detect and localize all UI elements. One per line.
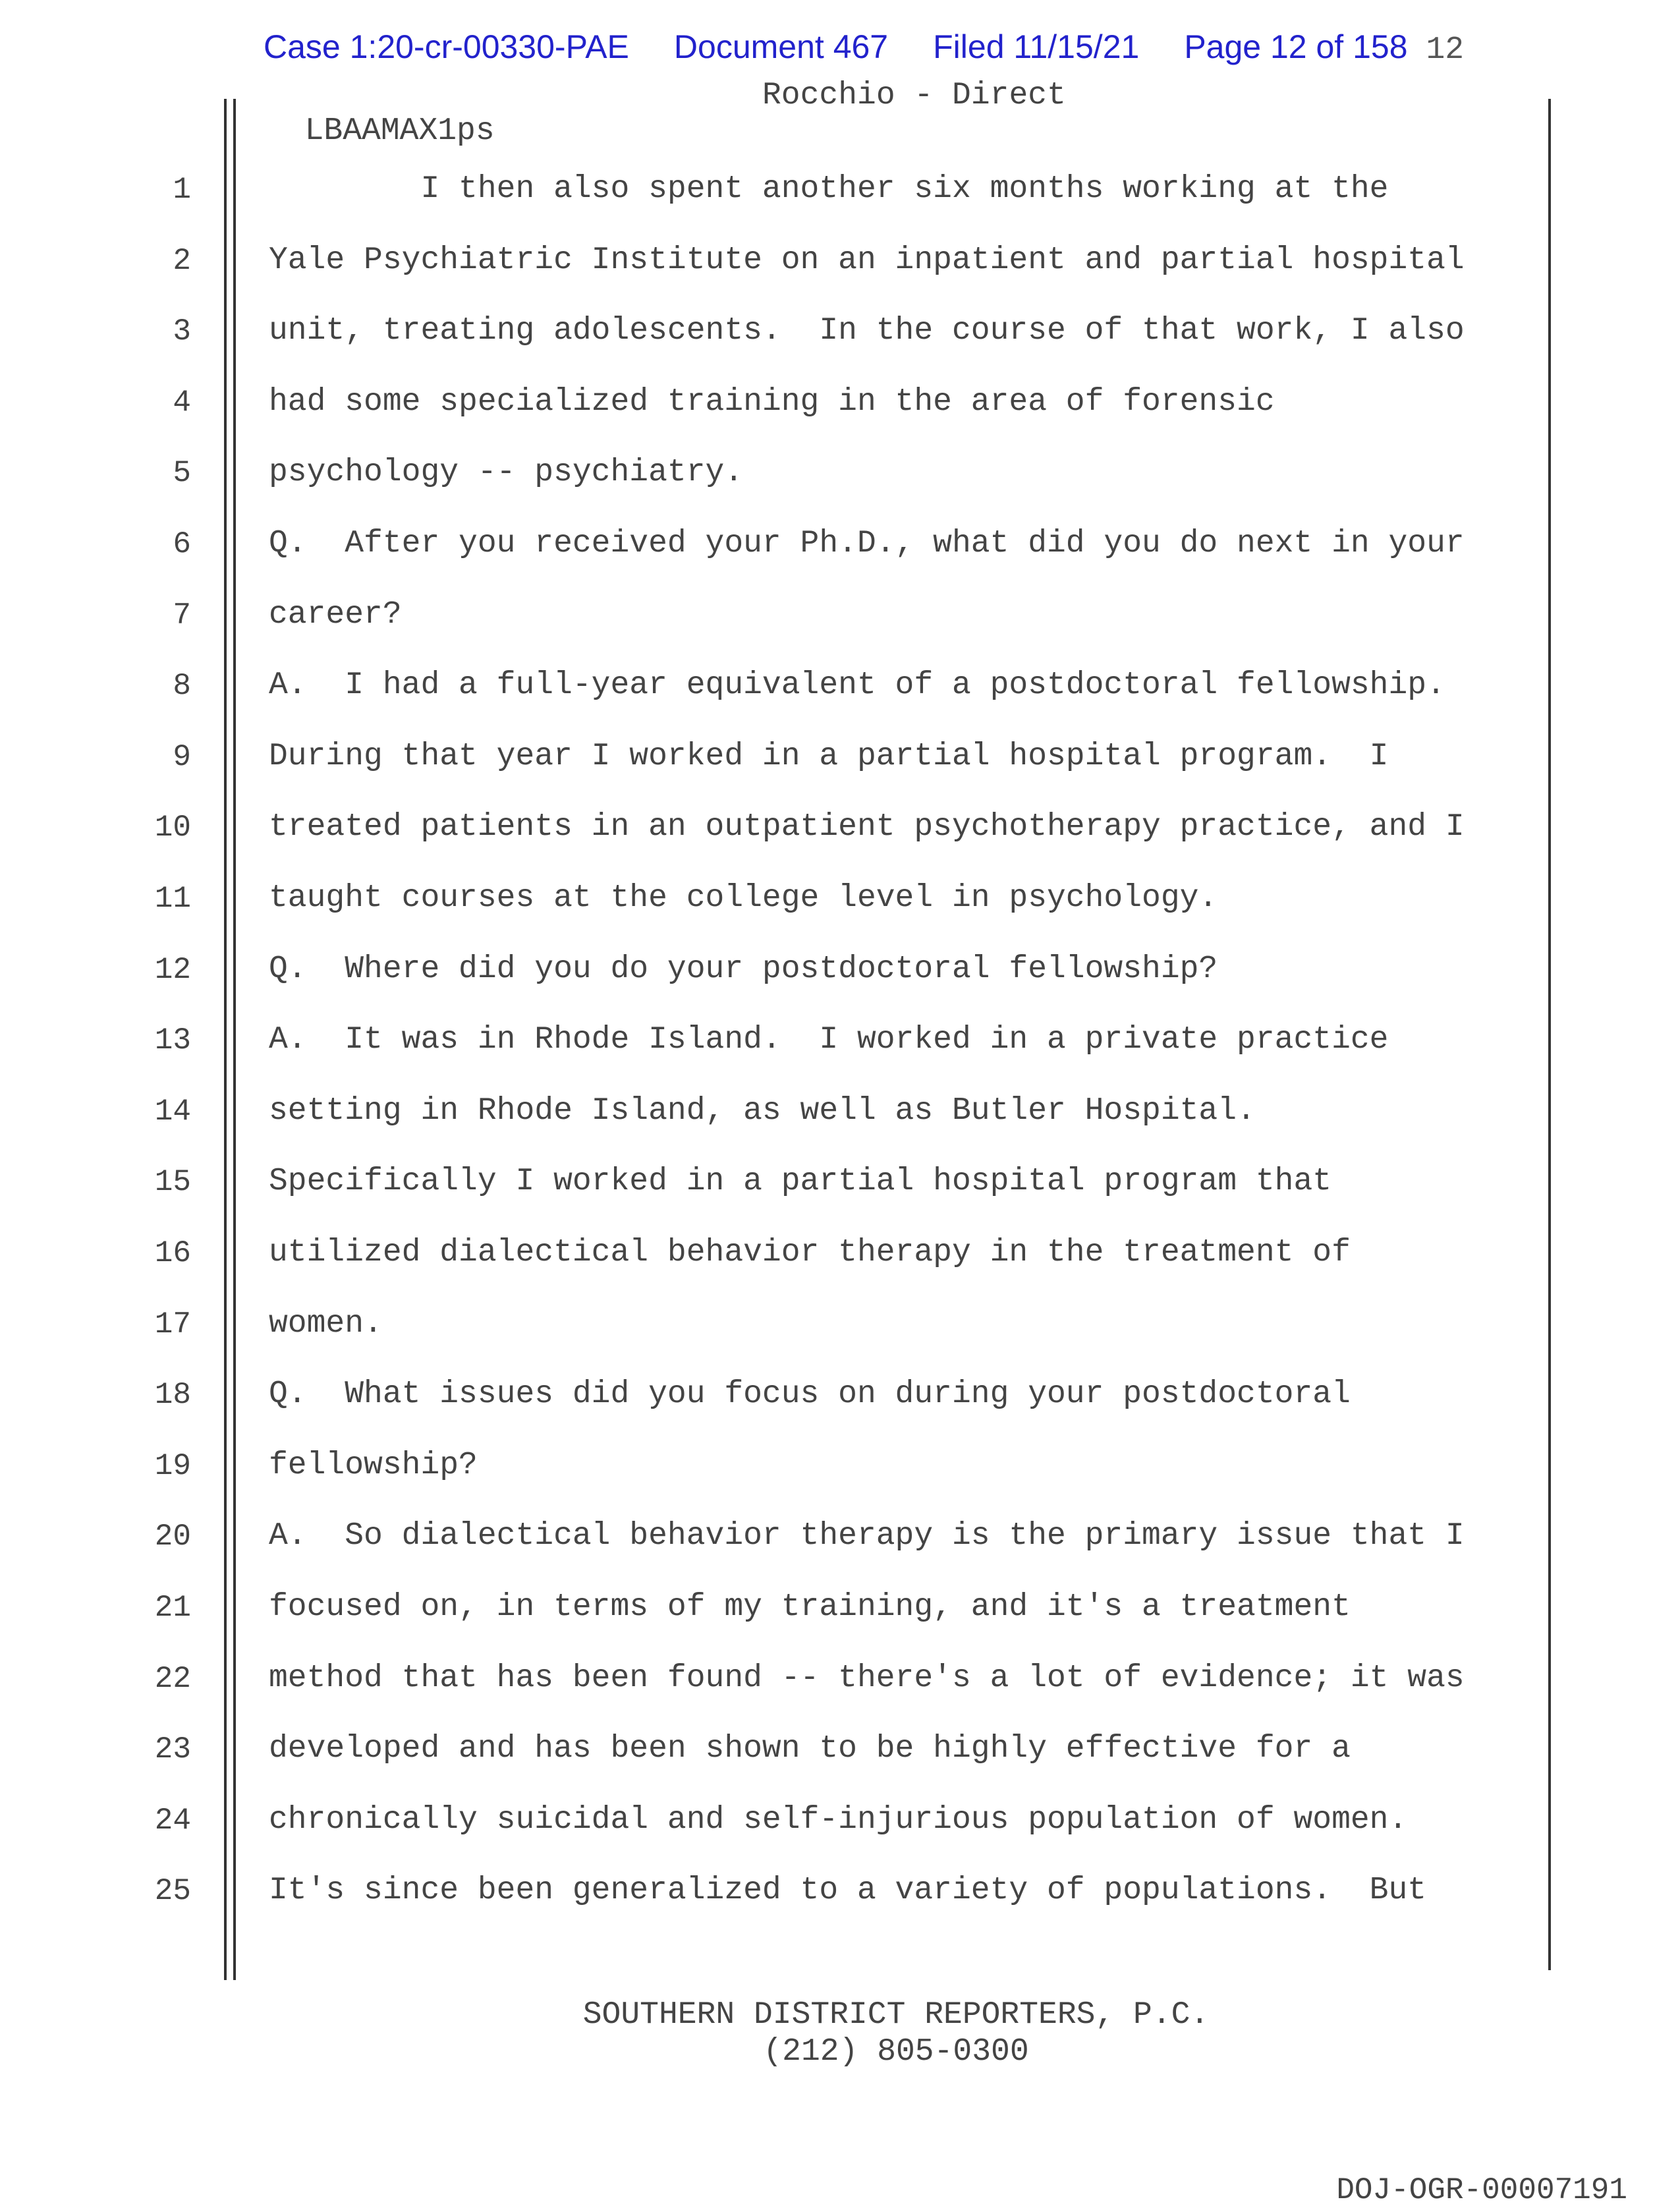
transcript-line: unit, treating adolescents. In the course of that work, I also	[269, 313, 1465, 349]
filing-header	[264, 28, 1464, 68]
line-number: 4	[173, 385, 191, 420]
left-margin-rule-inner	[233, 99, 236, 1980]
line-number: 25	[154, 1874, 191, 1908]
line-number: 17	[154, 1307, 191, 1342]
transcript-line: Q. What issues did you focus on during your postdoctoral	[269, 1376, 1351, 1412]
line-number: 15	[154, 1165, 191, 1199]
line-number: 11	[154, 882, 191, 916]
line-number: 12	[154, 953, 191, 987]
transcript-line: focused on, in terms of my training, and it's a treatment	[269, 1589, 1351, 1625]
transcript-code: LBAAMAX1ps	[304, 113, 495, 149]
document-number: Document 467	[673, 28, 889, 65]
right-margin-rule	[1548, 99, 1551, 1970]
transcript-line: A. It was in Rhode Island. I worked in a private practice	[269, 1022, 1389, 1058]
line-number: 22	[154, 1662, 191, 1696]
running-header	[267, 78, 1066, 184]
transcript-line: Specifically I worked in a partial hospital program that	[269, 1164, 1332, 1199]
transcript-line: method that has been found -- there's a lot of evidence; it was	[269, 1660, 1465, 1696]
transcript-line: A. So dialectical behavior therapy is the primary issue that I	[269, 1518, 1465, 1554]
reporter-name: SOUTHERN DISTRICT REPORTERS, P.C.	[582, 1997, 1210, 2033]
line-number: 9	[173, 740, 191, 774]
transcript-line: women.	[269, 1306, 383, 1342]
transcript-line: treated patients in an outpatient psychotherapy practice, and I	[269, 809, 1465, 845]
transcript-line: taught courses at the college level in psychology.	[269, 880, 1218, 916]
line-number: 20	[154, 1519, 191, 1554]
line-number: 21	[154, 1591, 191, 1625]
line-number: 8	[173, 669, 191, 703]
reporter-phone: (212) 805-0300	[763, 2034, 1029, 2070]
line-number: 5	[173, 456, 191, 490]
transcript-line: Yale Psychiatric Institute on an inpatient and partial hospital	[269, 242, 1465, 278]
line-number: 3	[173, 314, 191, 349]
transcript-line: I then also spent another six months working at the	[269, 171, 1389, 207]
transcript-line: fellowship?	[269, 1448, 478, 1483]
transcript-line: career?	[269, 597, 402, 633]
page-of-total: Page 12 of 158	[1184, 28, 1408, 65]
filed-date: Filed 11/15/21	[933, 28, 1140, 65]
line-number: 23	[154, 1732, 191, 1767]
line-number: 16	[154, 1236, 191, 1270]
transcript-line: A. I had a full-year equivalent of a postdoctoral fellowship.	[269, 667, 1445, 703]
line-number: 1	[173, 173, 191, 207]
bates-number: DOJ-OGR-00007191	[1336, 2173, 1627, 2207]
transcript-line: Q. After you received your Ph.D., what did you do next in your	[269, 526, 1465, 561]
witness-examination: Rocchio - Direct	[762, 78, 1066, 113]
line-number: 18	[154, 1378, 191, 1412]
transcript-line: Q. Where did you do your postdoctoral fellowship?	[269, 951, 1218, 987]
transcript-line: had some specialized training in the area of forensic	[269, 384, 1275, 420]
transcript-line: setting in Rhode Island, as well as Butler Hospital.	[269, 1093, 1256, 1129]
line-number: 13	[154, 1023, 191, 1058]
line-number: 19	[154, 1449, 191, 1483]
page-number: 12	[1426, 32, 1465, 68]
line-number: 24	[154, 1803, 191, 1838]
line-number: 6	[173, 527, 191, 561]
transcript-line: During that year I worked in a partial hospital program. I	[269, 739, 1389, 774]
transcript-line: developed and has been shown to be highly effective for a	[269, 1731, 1351, 1767]
left-margin-rule	[224, 99, 227, 1980]
transcript-line: psychology -- psychiatry.	[269, 455, 744, 490]
case-number: Case 1:20-cr-00330-PAE	[264, 28, 629, 65]
line-number: 2	[173, 244, 191, 278]
line-number: 14	[154, 1094, 191, 1129]
line-number: 7	[173, 598, 191, 633]
transcript-line: chronically suicidal and self-injurious population of women.	[269, 1802, 1408, 1838]
transcript-line: It's since been generalized to a variety of populations. But	[269, 1873, 1427, 1908]
page-footer	[0, 1997, 1680, 2070]
transcript-line: utilized dialectical behavior therapy in the treatment of	[269, 1235, 1351, 1270]
line-number: 10	[154, 810, 191, 845]
